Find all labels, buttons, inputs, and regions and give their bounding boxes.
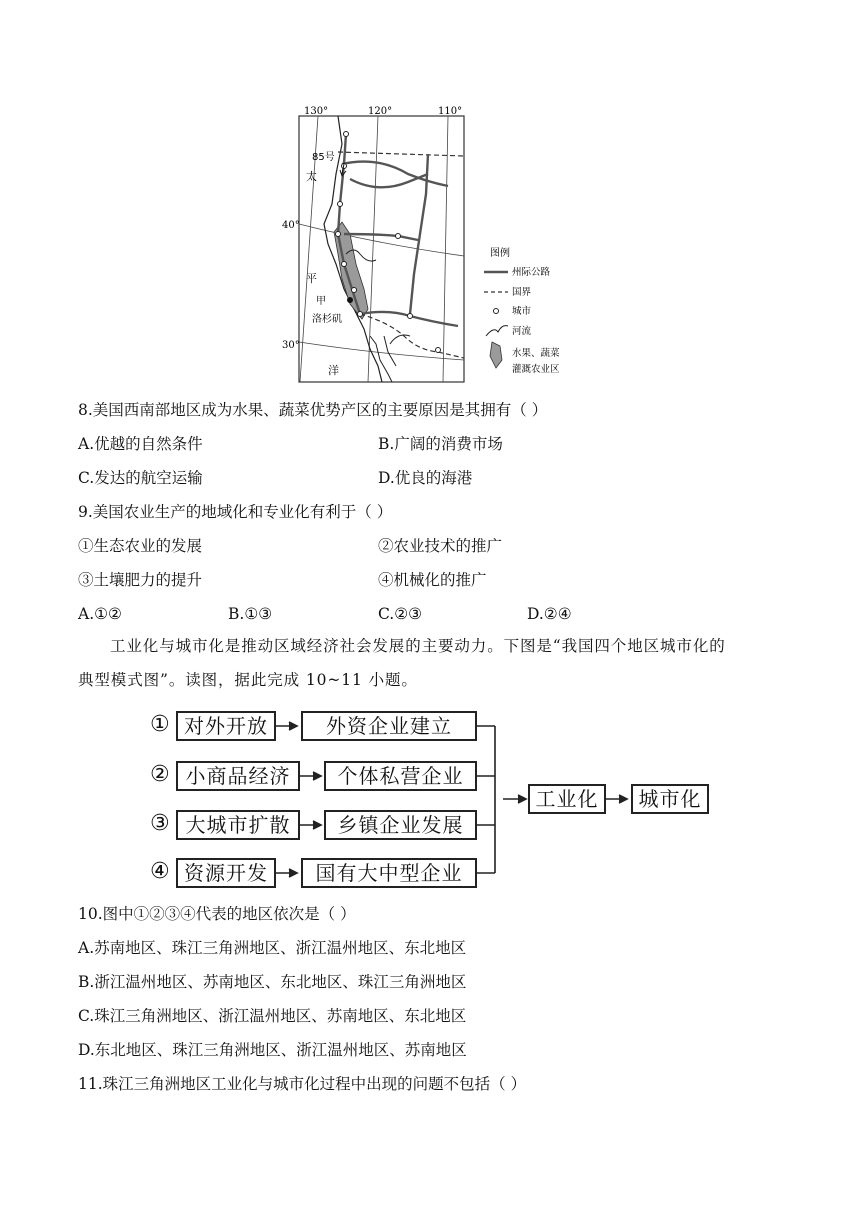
q9-option-c[interactable]: C.②③: [378, 605, 423, 623]
ocean-char-tai: 太: [306, 170, 317, 183]
row-1-number: ①: [150, 712, 170, 737]
parallel-40: [299, 224, 464, 256]
urbanization-box: 城市化: [631, 784, 709, 814]
lat-label-30: 30°: [282, 340, 300, 351]
row-1-enterprise: 外资企业建立: [301, 711, 477, 741]
point-jia-marker: [347, 297, 353, 303]
lon-label-110: 110°: [438, 106, 463, 117]
row-2-number: ②: [150, 762, 170, 787]
row-2-enterprise: 个体私营企业: [324, 761, 477, 791]
us-west-agriculture-map: [282, 104, 598, 384]
q8-option-b[interactable]: B.广阔的消费市场: [378, 435, 503, 453]
q9-option-a[interactable]: A.①②: [78, 605, 122, 623]
legend-border: 国界: [512, 287, 532, 298]
q8-option-d[interactable]: D.优良的海港: [378, 469, 473, 487]
row-4-cause: 资源开发: [176, 858, 276, 888]
legend-title: 图例: [490, 248, 510, 259]
q9-option-d[interactable]: D.②④: [527, 605, 572, 623]
q9-item-2: ②农业技术的推广: [378, 537, 503, 555]
highway-85-label: 85号: [312, 152, 335, 163]
national-border: [338, 152, 464, 156]
ocean-char-yang: 洋: [328, 364, 339, 377]
legend-city: 城市: [512, 306, 532, 317]
lat-label-40: 40°: [282, 220, 300, 231]
intro-line-1: 工业化与城市化是推动区域经济社会发展的主要动力。下图是“我国四个地区城市化的: [110, 637, 726, 655]
q9-stem: 9.美国农业生产的地域化和专业化有利于（ ）: [78, 503, 393, 521]
q8-stem: 8.美国西南部地区成为水果、蔬菜优势产区的主要原因是其拥有（ ）: [78, 401, 548, 419]
row-1-cause: 对外开放: [176, 711, 276, 741]
row-4-enterprise: 国有大中型企业: [301, 858, 477, 888]
legend-agri-2: 灌溉农业区: [512, 364, 560, 375]
row-4-number: ④: [150, 859, 170, 884]
legend-agri-1: 水果、蔬菜: [512, 348, 560, 359]
row-2-cause: 小商品经济: [176, 761, 300, 791]
row-3-cause: 大城市扩散: [176, 810, 300, 840]
q8-option-c[interactable]: C.发达的航空运输: [78, 469, 203, 487]
row-3-number: ③: [150, 811, 170, 836]
lon-label-120: 120°: [368, 106, 393, 117]
q8-option-a[interactable]: A.优越的自然条件: [78, 435, 203, 453]
q9-option-b[interactable]: B.①③: [228, 605, 273, 623]
q9-item-3: ③土壤肥力的提升: [78, 571, 203, 589]
intro-line-2: 典型模式图”。读图，据此完成 10~11 小题。: [78, 671, 418, 689]
point-jia-label: 甲: [316, 296, 326, 307]
q10-option-a[interactable]: A.苏南地区、珠江三角洲地区、浙江温州地区、东北地区: [78, 939, 467, 957]
map-legend: [484, 246, 560, 375]
los-angeles-label: 洛杉矶: [312, 314, 342, 325]
row-3-enterprise: 乡镇企业发展: [324, 810, 477, 840]
q11-stem: 11.珠江三角洲地区工业化与城市化过程中出现的问题不包括（ ）: [78, 1075, 527, 1093]
q10-stem: 10.图中①②③④代表的地区依次是（ ）: [78, 905, 356, 923]
industrialization-box: 工业化: [528, 784, 606, 814]
q10-option-d[interactable]: D.东北地区、珠江三角洲地区、浙江温州地区、苏南地区: [78, 1041, 467, 1059]
q10-option-c[interactable]: C.珠江三角洲地区、浙江温州地区、苏南地区、东北地区: [78, 1007, 467, 1025]
q10-option-b[interactable]: B.浙江温州地区、苏南地区、东北地区、珠江三角洲地区: [78, 973, 467, 991]
baja-peninsula: [370, 336, 396, 382]
lon-label-130: 130°: [304, 106, 329, 117]
urbanization-model-diagram: [148, 704, 738, 894]
legend-highway: 州际公路: [512, 267, 551, 278]
mexico-border: [360, 314, 464, 358]
q9-item-4: ④机械化的推广: [378, 571, 487, 589]
legend-river: 河流: [512, 326, 532, 337]
ocean-char-ping: 平: [306, 272, 317, 285]
meridian-120: [368, 116, 378, 382]
q9-item-1: ①生态农业的发展: [78, 537, 203, 555]
